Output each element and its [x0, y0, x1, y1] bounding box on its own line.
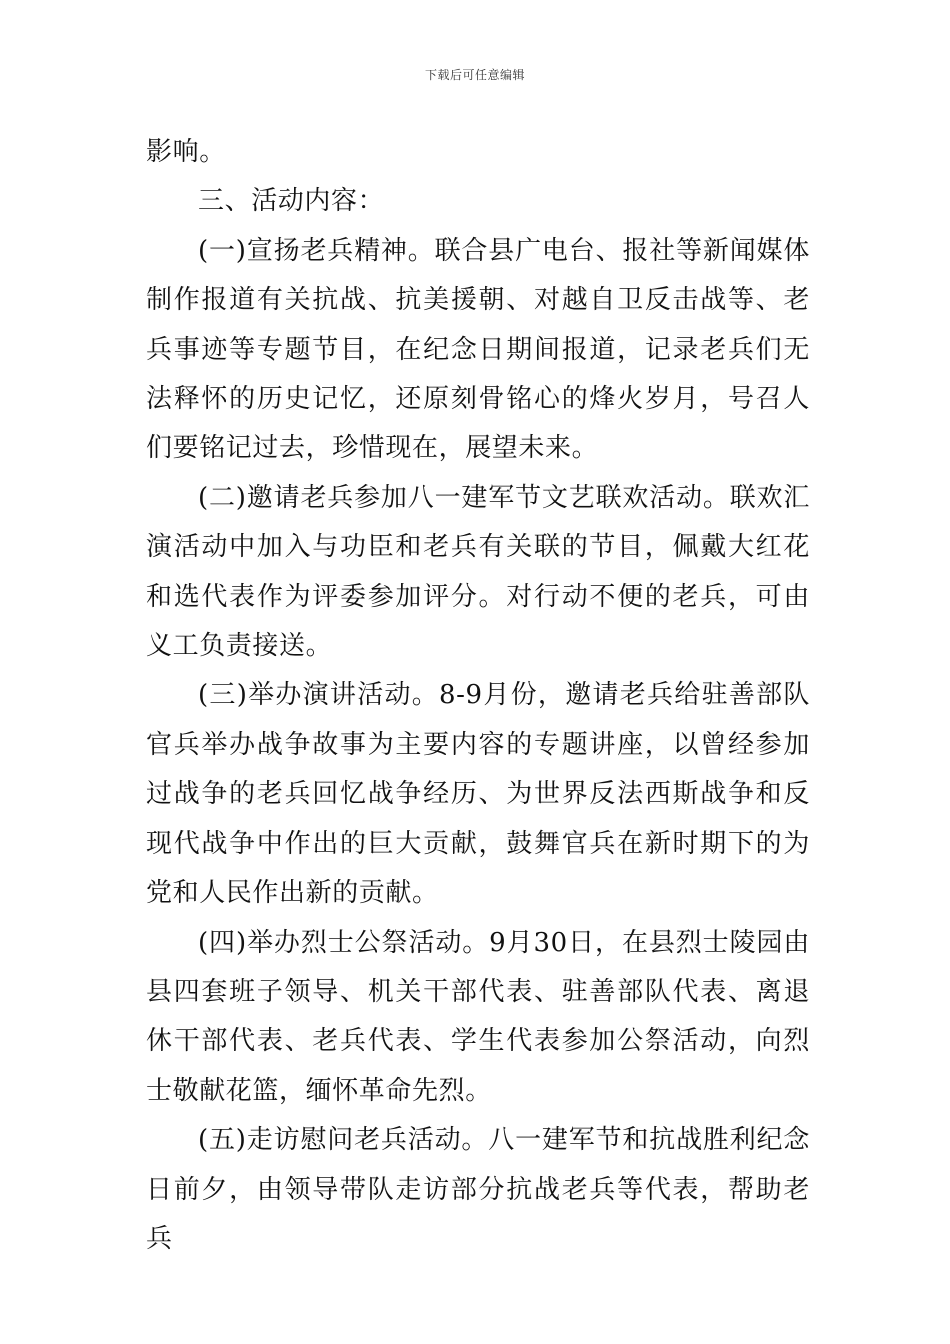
- paragraph-continuation: 影响。: [146, 137, 226, 167]
- section-heading-activities: 三、活动内容：: [198, 186, 385, 217]
- paragraph-item-1: (一)宣扬老兵精神。联合县广电台、报社等新闻媒体制作报道有关抗战、抗美援朝、对越自卫反击战等、老兵事迹等专题节目，在纪念日期间报道，记录老兵们无法释怀的历史记忆，还原刻骨铭心的烽火岁月，号召人们要铭记过去，珍惜现在，展望未来。: [146, 235, 810, 464]
- document-body: [146, 128, 810, 1264]
- paragraph-item-5: (五)走访慰问老兵活动。八一建军节和抗战胜利纪念日前夕，由领导带队走访部分抗战老兵等代表，帮助老兵: [146, 1125, 810, 1254]
- paragraph-item-4: (四)举办烈士公祭活动。9月30日，在县烈士陵园由县四套班子领导、机关干部代表、驻善部队代表、离退休干部代表、老兵代表、学生代表参加公祭活动，向烈士敬献花篮，缅怀革命先烈。: [146, 927, 810, 1106]
- header-note: 下载后可任意编辑: [424, 68, 525, 82]
- paragraph-item-2: (二)邀请老兵参加八一建军节文艺联欢活动。联欢汇演活动中加入与功臣和老兵有关联的节目，佩戴大红花和选代表作为评委参加评分。对行动不便的老兵，可由义工负责接送。: [146, 482, 810, 662]
- paragraph-item-3: (三)举办演讲活动。8-9月份，邀请老兵给驻善部队官兵举办战争故事为主要内容的专题讲座，以曾经参加过战争的老兵回忆战争经历、为世界反法西斯战争和反现代战争中作出的巨大贡献，鼓舞官兵在新时期下的为党和人民作出新的贡献。: [146, 680, 810, 909]
